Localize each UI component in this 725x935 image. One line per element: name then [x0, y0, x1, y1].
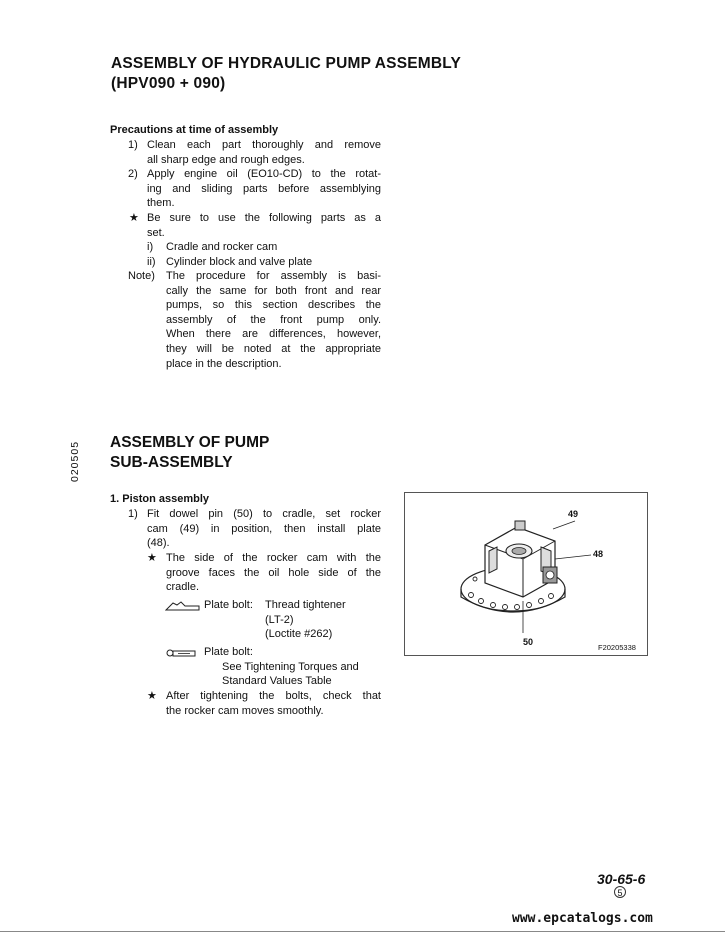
callout-50: 50 — [523, 637, 534, 647]
plate-bolt-spec: (Loctite #262) — [265, 628, 333, 641]
revision-badge: 5 — [614, 886, 626, 898]
star-icon: ★ — [129, 212, 139, 224]
plate-bolt-spec: Standard Values Table — [222, 675, 332, 688]
page-subtitle: (HPV090 + 090) — [111, 75, 226, 92]
note-line: place in the description. — [166, 357, 282, 370]
precaution-item-1-line-1: Clean each part thoroughly and remove — [147, 139, 381, 151]
plate-bolt-label: Plate bolt: — [204, 599, 253, 611]
item-number: 2) — [128, 168, 138, 180]
star-note-line-1: Be sure to use the following parts as a — [147, 212, 381, 224]
plate-bolt-label: Plate bolt: — [204, 646, 253, 658]
callout-48: 48 — [593, 549, 604, 559]
section-title: SUB-ASSEMBLY — [110, 454, 233, 471]
note-line: they will be noted at the appropriate — [166, 343, 381, 355]
plate-bolt-spec: See Tightening Torques and — [222, 660, 359, 673]
star-note-line: After tightening the bolts, check that — [166, 690, 381, 702]
star-icon: ★ — [147, 690, 157, 702]
star-note-line: the rocker cam moves smoothly. — [166, 704, 324, 717]
item-number: 1) — [128, 139, 138, 151]
page-title: ASSEMBLY OF HYDRAULIC PUMP ASSEMBLY — [111, 55, 462, 72]
page-bottom-divider — [0, 931, 725, 932]
figure-code: F20205338 — [598, 643, 636, 652]
torque-wrench-icon — [166, 648, 196, 658]
note-line: When there are differences, however, — [166, 328, 381, 341]
precaution-item-2-line-3: them. — [147, 197, 175, 210]
star-note-line-2: set. — [147, 226, 165, 239]
precaution-item-2-line-2: ing and sliding parts before assemblying — [147, 182, 381, 195]
precaution-item-2-line-1: Apply engine oil (EO10-CD) to the rotat- — [147, 168, 381, 180]
section-title: ASSEMBLY OF PUMP — [110, 434, 270, 451]
precaution-item-1-line-2: all sharp edge and rough edges. — [147, 153, 305, 166]
sub-item-number: ii) — [147, 255, 156, 268]
sub-item-ii: Cylinder block and valve plate — [166, 255, 313, 268]
step-1-line: (48). — [147, 537, 170, 550]
star-icon: ★ — [147, 552, 157, 564]
thread-tightener-icon — [165, 600, 201, 612]
precautions-heading: Precautions at time of assembly — [110, 124, 279, 136]
note-line: pumps, so this section describes the — [166, 299, 381, 312]
page-number: 30-65-6 — [597, 871, 646, 887]
note-line: assembly of the front pump only. — [166, 313, 381, 326]
piston-assembly-heading: 1. Piston assembly — [110, 493, 210, 505]
star-note-line: The side of the rocker cam with the — [166, 552, 381, 564]
star-note-line: groove faces the oil hole side of the — [166, 566, 381, 579]
pump-cradle-illustration — [405, 493, 647, 655]
note-line: cally the same for both front and rear — [166, 284, 381, 297]
step-1-line: cam (49) in position, then install plate — [147, 522, 381, 535]
plate-bolt-spec: Thread tightener — [265, 599, 346, 611]
step-1-line: Fit dowel pin (50) to cradle, set rocker — [147, 508, 381, 520]
sub-item-i: Cradle and rocker cam — [166, 241, 278, 253]
plate-bolt-spec: (LT-2) — [265, 613, 294, 626]
watermark: www.epcatalogs.com — [512, 911, 653, 926]
step-number: 1) — [128, 508, 138, 520]
sub-item-number: i) — [147, 241, 154, 253]
side-document-code: 020505 — [69, 440, 81, 482]
callout-49: 49 — [568, 509, 579, 519]
note-line: The procedure for assembly is basi- — [166, 270, 381, 282]
star-note-line: cradle. — [166, 581, 200, 594]
note-label: Note) — [128, 270, 155, 282]
pump-cradle-figure — [404, 492, 648, 656]
